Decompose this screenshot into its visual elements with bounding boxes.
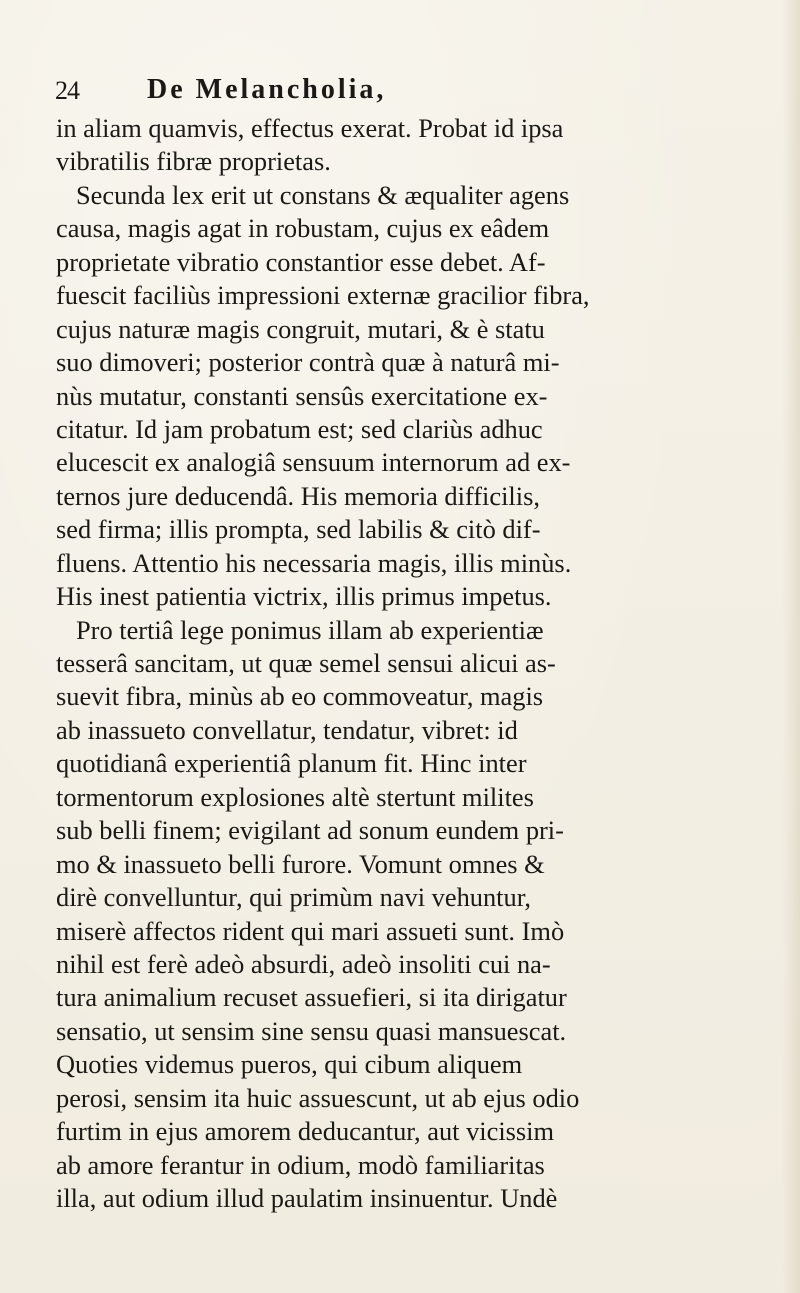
text-line: causa, magis agat in robustam, cujus ex eâdem: [56, 213, 550, 244]
text-line: ternos jure deducendâ. His memoria difficilis,: [56, 480, 540, 511]
text-line: fluens. Attentio his necessaria magis, illis minùs.: [56, 547, 572, 578]
text-line: His inest patientia victrix, illis primus impetus.: [56, 581, 552, 612]
text-line: illa, aut odium illud paulatim insinuentur. Undè: [56, 1183, 558, 1213]
text-line: suevit fibra, minùs ab eo commoveatur, magis: [56, 681, 544, 712]
text-line: sub belli finem; evigilant ad sonum eundem pri-: [56, 815, 564, 846]
text-line: in aliam quamvis, effectus exerat. Probat id ipsa: [56, 113, 564, 143]
text-line: miserè affectos rident qui mari assueti sunt. Imò: [56, 915, 565, 946]
text-line: sensatio, ut sensim sine sensu quasi mansuescat.: [56, 1015, 567, 1046]
text-line: tesserâ sancitam, ut quæ semel sensui alicui as-: [56, 648, 556, 678]
page-edge-stain: [782, 0, 800, 1293]
text-line: elucescit ex analogiâ sensuum internorum ad ex-: [56, 447, 571, 478]
text-line: Quoties videmus pueros, qui cibum aliquem: [56, 1049, 523, 1080]
text-line: quotidianâ experientiâ planum fit. Hinc inter: [56, 748, 527, 779]
text-line: tormentorum explosiones altè stertunt milites: [56, 781, 534, 812]
text-line: tura animalium recuset assuefieri, si ita dirigatur: [56, 982, 567, 1013]
text-line: vibratilis fibræ proprietas.: [56, 146, 331, 177]
text-line: Secunda lex erit ut constans & æqualiter agens: [76, 179, 570, 210]
body-text: [56, 112, 746, 1215]
page-number: 24: [55, 76, 79, 105]
running-head: De Melancholia,: [147, 74, 387, 105]
text-line: nùs mutatur, constanti sensûs exercitatione ex-: [56, 380, 548, 411]
text-line: proprietate vibratio constantior esse debet. Af-: [56, 246, 546, 277]
text-line: fuescit faciliùs impressioni externæ gracilior fibra,: [56, 280, 590, 311]
text-line: mo & inassueto belli furore. Vomunt omnes &: [56, 848, 545, 879]
page-header: [55, 72, 655, 110]
text-line: dirè convelluntur, qui primùm navi vehuntur,: [56, 882, 532, 913]
text-line: nihil est ferè adeò absurdi, adeò insoliti cui na-: [56, 948, 551, 979]
text-line: ab inassueto convellatur, tendatur, vibret: id: [56, 714, 518, 745]
text-line: perosi, sensim ita huic assuescunt, ut ab ejus odio: [56, 1082, 580, 1113]
text-line: citatur. Id jam probatum est; sed clariùs adhuc: [56, 413, 543, 444]
text-line: Pro tertiâ lege ponimus illam ab experientiæ: [76, 614, 544, 645]
text-line: sed firma; illis prompta, sed labilis & citò dif-: [56, 514, 541, 545]
text-line: suo dimoveri; posterior contrà quæ à naturâ mi-: [56, 347, 560, 378]
text-line: furtim in ejus amorem deducantur, aut vicissim: [56, 1116, 555, 1147]
text-line: cujus naturæ magis congruit, mutari, & è statu: [56, 313, 545, 344]
text-line: ab amore ferantur in odium, modò familiaritas: [56, 1149, 545, 1180]
